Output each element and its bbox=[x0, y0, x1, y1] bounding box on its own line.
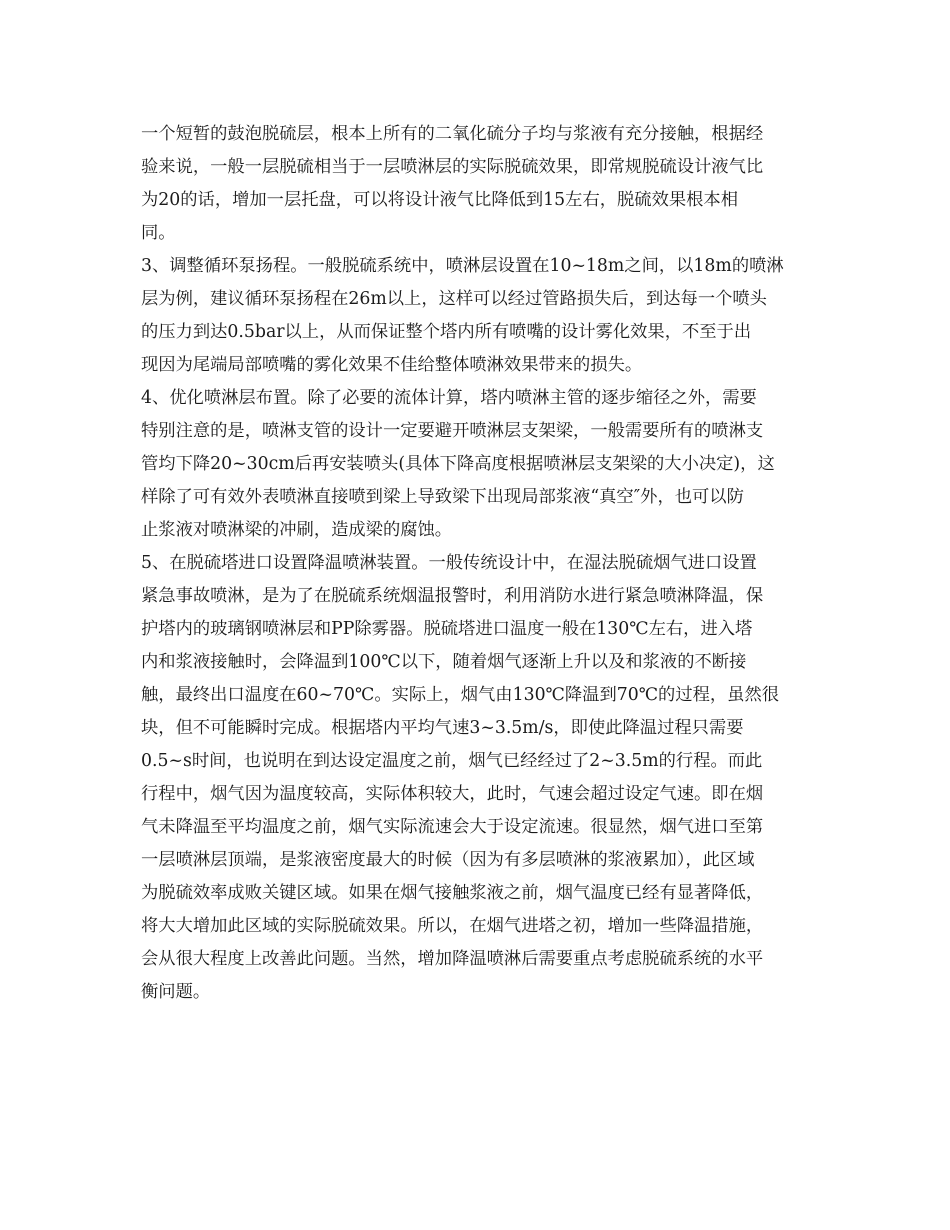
text-line: 衡问题。 bbox=[141, 982, 211, 1002]
text-line: 块，但不可能瞬时完成。根据塔内平均气速3~3.5m/s，即使此降温过程只需要 bbox=[141, 718, 744, 738]
text-line: 4、优化喷淋层布置。除了必要的流体计算，塔内喷淋主管的逐步缩径之外，需要 bbox=[141, 388, 757, 408]
text-line: 0.5~s时间，也说明在到达设定温度之前，烟气已经经过了2~3.5m的行程。而此 bbox=[141, 751, 763, 771]
text-line: 一个短暂的鼓泡脱硫层，根本上所有的二氧化硫分子均与浆液有充分接触，根据经 bbox=[141, 124, 764, 144]
text-line: 触，最终出口温度在60~70℃。实际上，烟气由130℃降温到70℃的过程，虽然很 bbox=[141, 685, 780, 705]
text-line: 行程中，烟气因为温度较高，实际体积较大，此时，气速会超过设定气速。即在烟 bbox=[141, 784, 764, 804]
text-line: 5、在脱硫塔进口设置降温喷淋装置。一般传统设计中，在湿法脱硫烟气进口设置 bbox=[141, 553, 757, 573]
text-line: 层为例，建议循环泵扬程在26m以上，这样可以经过管路损失后，到达每一个喷头 bbox=[141, 289, 767, 309]
text-line: 的压力到达0.5bar以上，从而保证整个塔内所有喷嘴的设计雾化效果，不至于出 bbox=[141, 322, 752, 342]
document-body bbox=[141, 118, 821, 1009]
text-line: 特别注意的是，喷淋支管的设计一定要避开喷淋层支架梁，一般需要所有的喷淋支 bbox=[141, 421, 764, 441]
text-line: 会从很大程度上改善此问题。当然，增加降温喷淋后需要重点考虑脱硫系统的水平 bbox=[141, 949, 764, 969]
text-line: 内和浆液接触时，会降温到100℃以下，随着烟气逐渐上升以及和浆液的不断接 bbox=[141, 652, 747, 672]
text-line: 验来说，一般一层脱硫相当于一层喷淋层的实际脱硫效果，即常规脱硫设计液气比 bbox=[141, 157, 764, 177]
text-line: 3、调整循环泵扬程。一般脱硫系统中，喷淋层设置在10~18m之间，以18m的喷淋 bbox=[141, 256, 784, 276]
text-line: 为脱硫效率成败关键区域。如果在烟气接触浆液之前，烟气温度已经有显著降低， bbox=[141, 883, 764, 903]
text-line: 气未降温至平均温度之前，烟气实际流速会大于设定流速。很显然，烟气进口至第 bbox=[141, 817, 764, 837]
text-line: 样除了可有效外表喷淋直接喷到梁上导致梁下出现局部浆液“真空″外，也可以防 bbox=[141, 487, 744, 507]
text-line: 将大大增加此区域的实际脱硫效果。所以，在烟气进塔之初，增加一些降温措施， bbox=[141, 916, 764, 936]
text-line: 现因为尾端局部喷嘴的雾化效果不佳给整体喷淋效果带来的损失。 bbox=[141, 355, 643, 375]
text-line: 护塔内的玻璃钢喷淋层和PP除雾器。脱硫塔进口温度一般在130℃左右，进入塔 bbox=[141, 619, 753, 639]
text-line: 管均下降20~30cm后再安装喷头(具体下降高度根据喷淋层支架梁的大小决定)，这 bbox=[141, 454, 775, 474]
text-line: 紧急事故喷淋，是为了在脱硫系统烟温报警时，利用消防水进行紧急喷淋降温，保 bbox=[141, 586, 764, 606]
text-line: 为20的话，增加一层托盘，可以将设计液气比降低到15左右，脱硫效果根本相 bbox=[141, 190, 738, 210]
text-line: 止浆液对喷淋梁的冲刷，造成梁的腐蚀。 bbox=[141, 520, 453, 540]
text-line: 一层喷淋层顶端，是浆液密度最大的时候（因为有多层喷淋的浆液累加），此区域 bbox=[141, 850, 755, 870]
text-line: 同。 bbox=[141, 223, 176, 243]
